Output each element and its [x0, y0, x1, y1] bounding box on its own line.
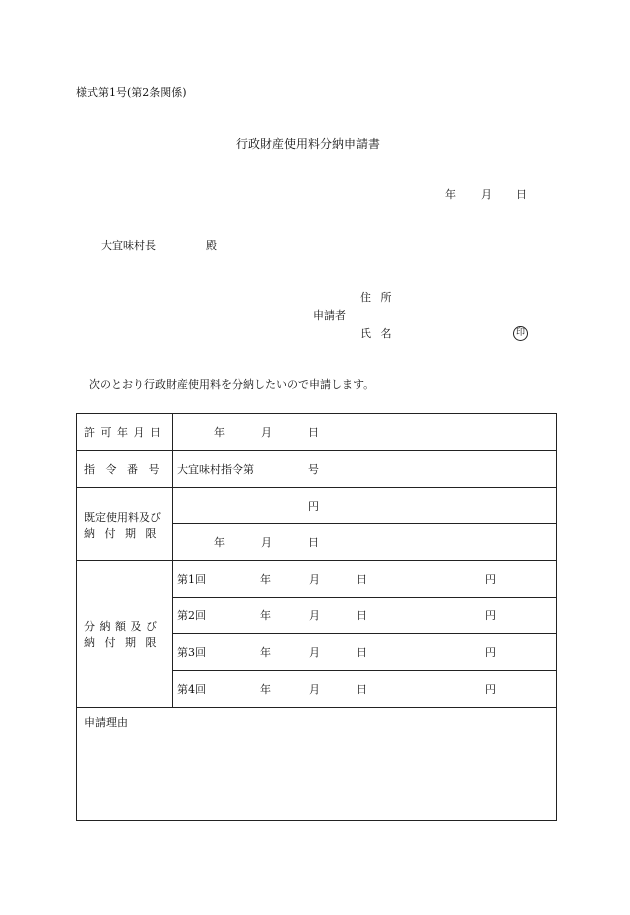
form-number: 様式第1号(第2条関係)	[76, 86, 187, 99]
installment-4-day[interactable]: 日	[356, 683, 367, 696]
permit-date-day[interactable]: 日	[308, 426, 319, 439]
addressee-honorific: 殿	[206, 239, 217, 252]
standard-fee-label-1: 既定使用料及び	[84, 511, 161, 524]
installment-4-no: 第4回	[177, 683, 206, 696]
installment-4-year[interactable]: 年	[260, 683, 271, 696]
installment-1-yen[interactable]: 円	[485, 573, 496, 586]
installment-3-no: 第3回	[177, 646, 206, 659]
intro-text: 次のとおり行政財産使用料を分納したいので申請します。	[89, 378, 375, 391]
standard-fee-yen[interactable]: 円	[308, 500, 319, 513]
installment-2-month[interactable]: 月	[309, 609, 320, 622]
reason-label: 申請理由	[84, 716, 128, 729]
applicant-address-label: 住 所	[360, 291, 392, 304]
installment-4-month[interactable]: 月	[309, 683, 320, 696]
permit-date-month[interactable]: 月	[261, 426, 272, 439]
standard-fee-day[interactable]: 日	[308, 536, 319, 549]
applicant-name-label: 氏 名	[360, 327, 392, 340]
installment-2-day[interactable]: 日	[356, 609, 367, 622]
installment-4-yen[interactable]: 円	[485, 683, 496, 696]
addressee-name: 大宜味村長	[101, 239, 156, 252]
standard-fee-label-2: 納 付 期 限	[84, 527, 157, 540]
permit-date-year[interactable]: 年	[214, 426, 225, 439]
installment-3-yen[interactable]: 円	[485, 646, 496, 659]
seal-mark: 印	[513, 326, 528, 341]
permit-date-label: 許 可 年 月 日	[84, 426, 161, 439]
installments-label-1: 分 納 額 及 び	[84, 620, 157, 633]
application-table	[76, 413, 557, 821]
date-year: 年	[445, 188, 456, 201]
installment-1-no: 第1回	[177, 573, 206, 586]
installment-3-day[interactable]: 日	[356, 646, 367, 659]
installment-1-month[interactable]: 月	[309, 573, 320, 586]
applicant-label: 申請者	[313, 309, 346, 322]
standard-fee-month[interactable]: 月	[261, 536, 272, 549]
installment-2-no: 第2回	[177, 609, 206, 622]
installment-2-yen[interactable]: 円	[485, 609, 496, 622]
date-month: 月	[481, 188, 492, 201]
installment-1-year[interactable]: 年	[260, 573, 271, 586]
installments-label-2: 納 付 期 限	[84, 636, 157, 649]
installment-1-day[interactable]: 日	[356, 573, 367, 586]
directive-number-suffix[interactable]: 号	[308, 463, 319, 476]
document-title: 行政財産使用料分納申請書	[236, 137, 381, 151]
installment-3-month[interactable]: 月	[309, 646, 320, 659]
installment-2-year[interactable]: 年	[260, 609, 271, 622]
date-day: 日	[516, 188, 527, 201]
directive-number-prefix: 大宜味村指令第	[177, 463, 254, 476]
standard-fee-year[interactable]: 年	[214, 536, 225, 549]
directive-number-label: 指 令 番 号	[84, 463, 160, 476]
reason-field[interactable]	[83, 734, 550, 814]
installment-3-year[interactable]: 年	[260, 646, 271, 659]
